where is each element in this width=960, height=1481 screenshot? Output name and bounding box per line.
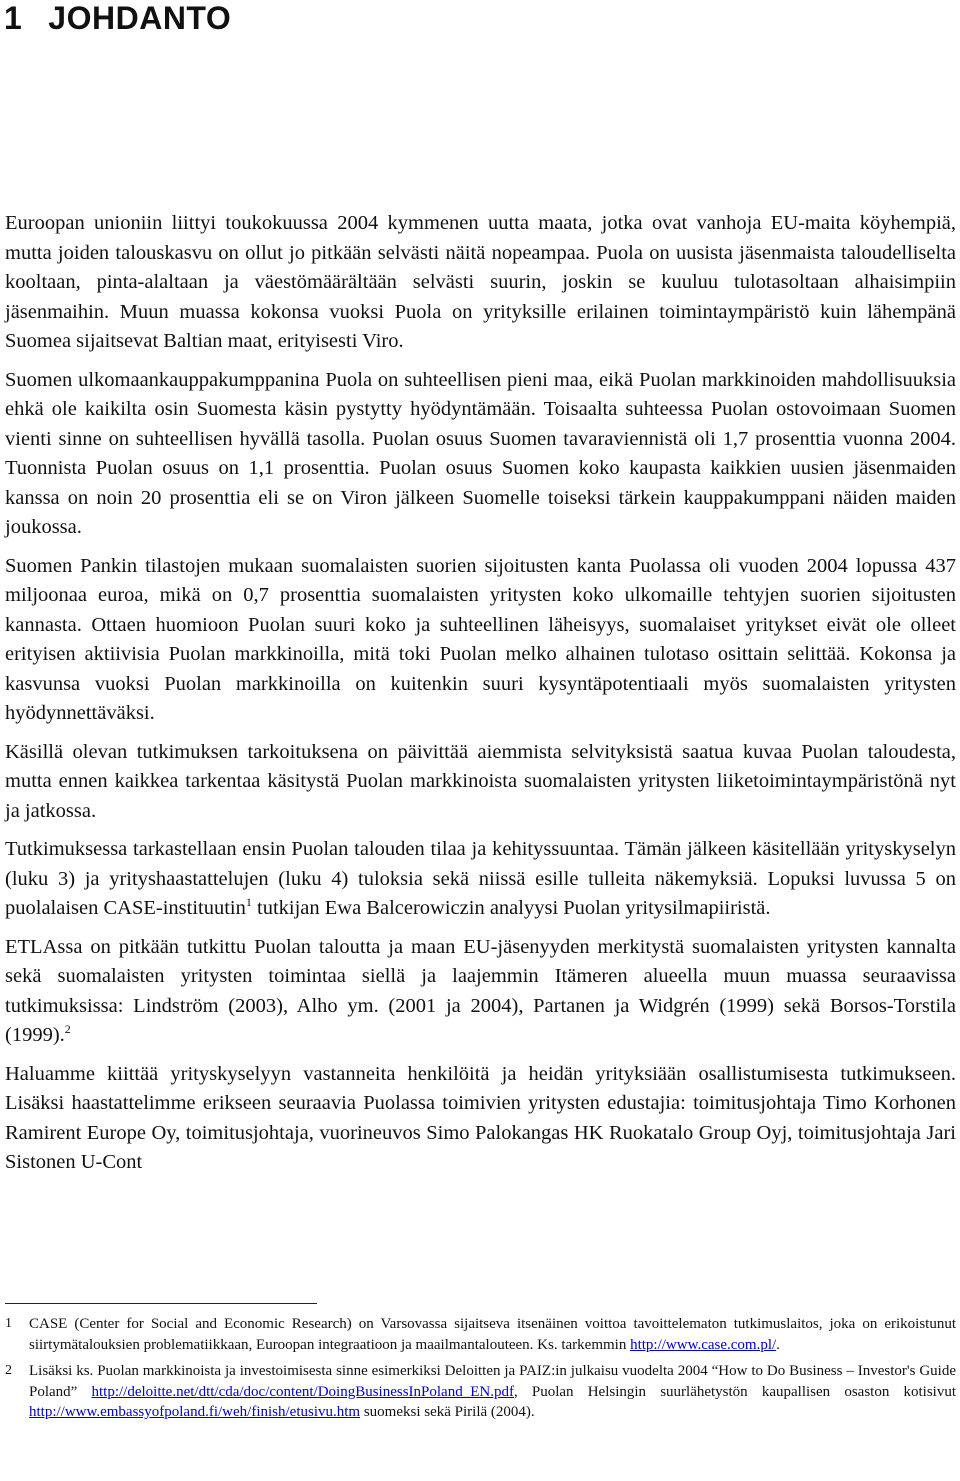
footnotes bbox=[5, 1303, 956, 1429]
footnote-2 bbox=[5, 1361, 956, 1423]
embassy-link[interactable]: http://www.embassyofpoland.fi/weh/finish/etusivu.htm bbox=[29, 1404, 361, 1420]
footnote-1-end: . bbox=[776, 1336, 780, 1353]
paragraph-7: Haluamme kiittää yrityskyselyyn vastanneita henkilöitä ja heidän yrityksiään osallistumisesta tutkimukseen. Lisäksi haastattelimme erikseen seuraavia Puolassa toimivien yritysten edustajia: toimitusjohtaja Timo Korhonen Ramirent Europe Oy, toimitusjohtaja, vuorineuvos Simo Palokangas HK Ruokatalo Group Oyj, toimitusjohtaja Jari Sistonen U-Cont bbox=[5, 1062, 956, 1173]
footnote-divider bbox=[5, 1303, 317, 1304]
paragraph-5-text-end: tutkijan Ewa Balcerowiczin analyysi Puolan yritysilmapiiristä. bbox=[251, 897, 771, 919]
paragraph-5-text: Tutkimuksessa tarkastellaan ensin Puolan talouden tilaa ja kehityssuuntaa. Tämän jälkeen käsitellään yrityskyselyn (luku 3) ja yrityshaastattelujen (luku 4) tuloksia sekä niissä esille tulleita näkemyksiä. Lopuksi luvussa 5 on puolalaisen CASE-instituutin bbox=[5, 838, 956, 919]
case-link[interactable]: http://www.case.com.pl/ bbox=[630, 1336, 777, 1353]
footnote-1-number: 1 bbox=[5, 1316, 12, 1331]
paragraph-1: Euroopan unioniin liittyi toukokuussa 2004 kymmenen uutta maata, jotka ovat vanhoja EU-maita köyhempiä, mutta joiden talouskasvu on ollut jo pitkään selvästi näitä nopeampaa. Puola on uusista jäsenmaista taloudelliselta kooltaan, pinta-alaltaan ja väestömäärältään selvästi suurin, joskin se kuuluu tulotasoltaan alhaisimpiin jäsenmaihin. Muun muassa kokonsa vuoksi Puola on yrityksille erilainen toimintaympäristö kuin lähempänä Suomea sijaitsevat Baltian maat, erityisesti Viro. bbox=[5, 212, 956, 352]
chapter-title: JOHDANTO bbox=[48, 0, 232, 36]
chapter-heading bbox=[4, 0, 231, 36]
body-text bbox=[5, 209, 956, 1187]
footnote-2-text bbox=[29, 1361, 956, 1423]
paragraph-2: Suomen ulkomaankauppakumppanina Puola on suhteellisen pieni maa, eikä Puolan markkinoiden mahdollisuuksia ehkä ole kaikilta osin Suomesta käsin pystytty hyödyntämään. Toisaalta suhteessa Puolan ostovoimaan Suomen vienti sinne on suhteellisen hyvällä tasolla. Puolan osuus Suomen tavaraviennistä oli 1,7 prosenttia vuonna 2004. Tuonnista Puolan osuus on 1,1 prosenttia. Puolan osuus Suomen koko kaupasta kaikkien uusien jäsenmaiden kanssa on noin 20 prosenttia eli se on Viron jälkeen Suomelle toiseksi tärkein kauppakumppani näiden maiden joukossa. bbox=[5, 368, 956, 538]
deloitte-link[interactable]: http://deloitte.net/dtt/cda/doc/content/DoingBusinessInPoland_EN.pdf bbox=[91, 1383, 514, 1400]
footnote-2-body-1: Lisäksi ks. Puolan markkinoista ja investoimisesta sinne esimerkiksi Deloitten ja PAIZ:in julkaisu vuodelta 2004 “How to Do Business – Investor's Guide Poland” bbox=[29, 1363, 956, 1400]
footnote-1-text bbox=[29, 1314, 956, 1355]
footnote-2-number: 2 bbox=[5, 1363, 12, 1378]
paragraph-6-text: ETLAssa on pitkään tutkittu Puolan taloutta ja maan EU-jäsenyyden merkitystä suomalaisten yritysten kannalta sekä suomalaisten yritysten toimintaa siellä ja laajemmin Itämeren alueella muun muassa seuraavissa tutkimuksissa: Lindström (2003), Alho ym. (2001 ja 2004), Partanen ja Widgrén (1999) sekä Borsos-Torstila (1999). bbox=[5, 935, 956, 1046]
paragraph-3: Suomen Pankin tilastojen mukaan suomalaisten suorien sijoitusten kanta Puolassa oli vuoden 2004 lopussa 437 miljoonaa euroa, mikä on 0,7 prosenttia suomalaisten yritysten koko ulkomaille tehtyjen suorien sijoitusten kannasta. Ottaen huomioon Puolan suuri koko ja suhteellinen läheisyys, suomalaiset yritykset eivät ole olleet erityisen aktiivisia Puolan markkinoilla, mitä toki Puolan melko alhainen tulotaso osittain selittää. Kokonsa ja kasvunsa vuoksi Puolan markkinoilla on kuitenkin suuri kysyntäpotentiaali myös suomalaisten yritysten hyödynnettäväksi. bbox=[5, 554, 956, 724]
footnote-1-body: CASE (Center for Social and Economic Research) on Varsovassa sijaitseva itsenäinen voittoa tavoittelematon tutkimuslaitos, joka on erikoistunut siirtymätalouksien problematiikkaan, Euroopan integraatioon ja maailmantalouteen. Ks. tarkemmin bbox=[29, 1316, 956, 1353]
footnote-ref-2[interactable]: 2 bbox=[64, 1022, 71, 1036]
footnote-ref-1[interactable]: 1 bbox=[245, 895, 252, 909]
footnote-2-body-2: , Puolan Helsingin suurlähetystön kaupallisen osaston kotisivut bbox=[513, 1383, 956, 1400]
footnote-1 bbox=[5, 1314, 956, 1355]
paragraph-5 bbox=[5, 835, 956, 924]
paragraph-4: Käsillä olevan tutkimuksen tarkoituksena on päivittää aiemmista selvityksistä saatua kuvaa Puolan taloudesta, mutta ennen kaikkea tarkentaa käsitystä Puolan markkinoista suomalaisten yritysten liiketoimintaympäristönä nyt ja jatkossa. bbox=[5, 740, 956, 822]
chapter-number: 1 bbox=[4, 0, 23, 36]
paragraph-6 bbox=[5, 933, 956, 1051]
footnote-2-body-3: suomeksi sekä Pirilä (2004). bbox=[360, 1404, 535, 1420]
